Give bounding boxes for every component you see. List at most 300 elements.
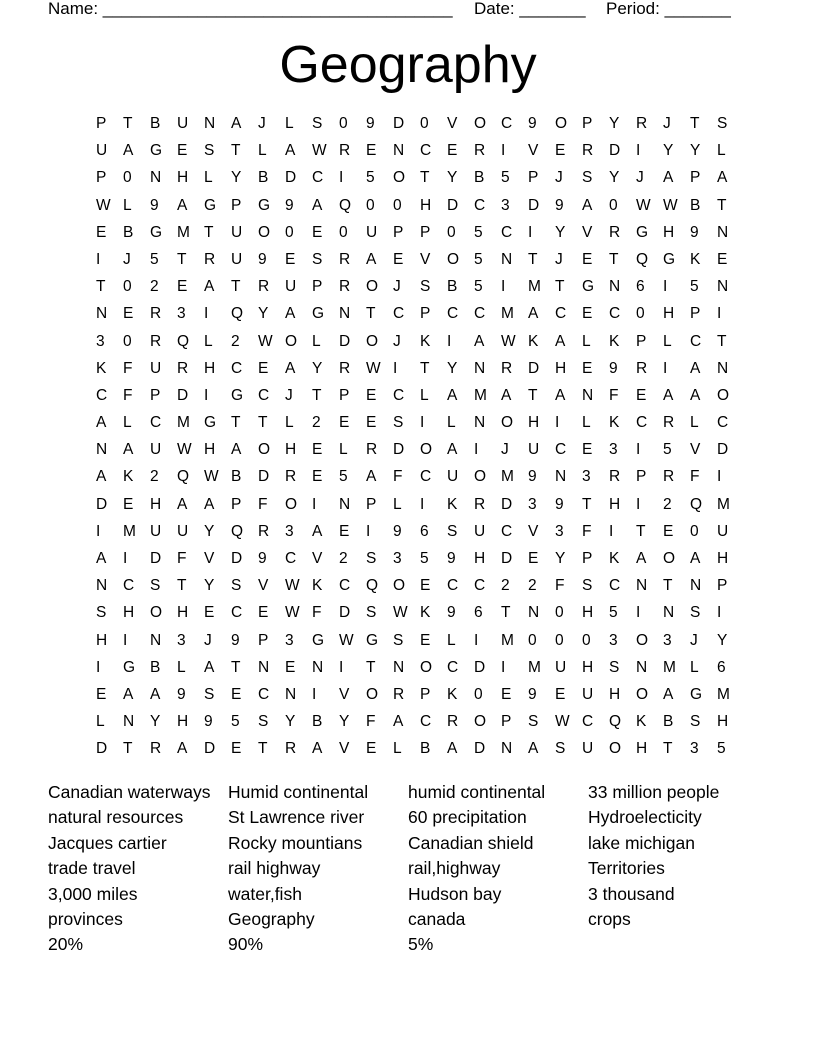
grid-letter: A (312, 522, 323, 540)
grid-letter: L (447, 631, 456, 649)
grid-letter: G (204, 196, 217, 214)
grid-letter: A (123, 685, 134, 703)
grid-letter: 2 (663, 495, 672, 513)
grid-letter: 6 (636, 278, 645, 296)
grid-letter: V (528, 142, 539, 160)
grid-letter: C (447, 658, 459, 676)
grid-letter: K (609, 550, 620, 567)
grid-letter: T (717, 196, 727, 214)
grid-letter: E (258, 604, 269, 622)
grid-letter: Y (447, 169, 458, 187)
grid-letter: T (123, 115, 133, 132)
grid-letter: C (636, 414, 648, 432)
grid-letter: K (96, 359, 107, 377)
grid-letter: O (420, 441, 433, 459)
grid-letter: J (663, 115, 671, 132)
grid-letter: Y (717, 631, 728, 649)
grid-letter: E (420, 631, 431, 649)
grid-letter: K (609, 414, 620, 432)
grid-letter: U (366, 223, 378, 241)
grid-letter: Q (366, 577, 379, 595)
grid-letter: R (285, 740, 297, 758)
grid-letter: D (501, 550, 513, 567)
grid-letter: I (636, 604, 641, 622)
grid-letter: N (501, 250, 513, 268)
grid-letter: M (663, 658, 676, 676)
grid-letter: L (717, 142, 726, 160)
grid-letter: G (123, 658, 136, 676)
date-field[interactable]: Date: _______ (474, 0, 586, 18)
grid-letter: L (393, 740, 402, 758)
grid-letter: E (663, 522, 674, 540)
grid-letter: L (177, 658, 186, 676)
grid-letter: C (285, 550, 297, 567)
grid-letter: A (231, 441, 242, 459)
grid-letter: C (393, 386, 405, 404)
grid-letter: T (204, 223, 214, 241)
grid-letter: W (501, 332, 516, 350)
grid-letter: D (231, 550, 243, 567)
grid-letter: S (717, 115, 728, 132)
grid-letter: 0 (123, 332, 132, 350)
grid-letter: H (609, 495, 621, 513)
grid-letter: A (204, 495, 215, 513)
grid-letter: V (528, 522, 539, 540)
grid-letter: B (123, 223, 134, 241)
grid-letter: G (636, 223, 649, 241)
grid-letter: O (393, 169, 406, 187)
grid-letter: T (420, 169, 430, 187)
grid-letter: A (177, 740, 188, 758)
grid-letter: C (123, 577, 135, 595)
grid-letter: V (690, 441, 701, 459)
grid-letter: C (96, 386, 108, 404)
grid-letter: I (501, 142, 506, 160)
grid-letter: 3 (582, 468, 591, 486)
grid-letter: I (609, 522, 614, 540)
grid-letter: R (636, 359, 648, 377)
grid-letter: 0 (636, 305, 645, 323)
grid-letter: W (285, 577, 300, 595)
grid-letter: U (96, 142, 108, 160)
word-bank-item: trade travel (48, 858, 136, 879)
grid-letter: T (96, 278, 106, 296)
grid-letter: Y (204, 577, 215, 595)
grid-letter: A (690, 550, 701, 567)
grid-letter: D (285, 169, 297, 187)
grid-letter: S (96, 604, 107, 622)
grid-letter: Y (150, 713, 161, 731)
grid-letter: W (285, 604, 300, 622)
grid-letter: G (204, 414, 217, 432)
grid-letter: T (663, 740, 673, 758)
grid-letter: I (528, 223, 533, 241)
grid-letter: O (366, 278, 379, 296)
grid-letter: T (609, 250, 619, 268)
grid-letter: P (150, 386, 161, 404)
grid-letter: C (393, 305, 405, 323)
word-bank-item: Canadian waterways (48, 782, 211, 802)
grid-letter: I (447, 332, 452, 350)
grid-letter: Y (447, 359, 458, 377)
grid-letter: L (285, 115, 294, 132)
grid-letter: 2 (150, 468, 159, 486)
grid-letter: D (339, 332, 351, 350)
grid-letter: R (150, 740, 162, 758)
grid-letter: Y (663, 142, 674, 160)
grid-letter: W (366, 359, 381, 377)
grid-letter: G (312, 631, 325, 649)
grid-letter: D (150, 550, 162, 567)
grid-letter: 0 (420, 115, 429, 132)
grid-letter: P (339, 386, 350, 404)
grid-letter: H (555, 359, 567, 377)
grid-letter: H (177, 713, 189, 731)
grid-letter: A (555, 386, 566, 404)
grid-letter: O (393, 577, 406, 595)
grid-letter: F (366, 713, 376, 731)
grid-letter: A (96, 550, 107, 567)
grid-letter: B (150, 115, 161, 132)
grid-letter: E (96, 223, 107, 241)
grid-letter: 9 (258, 550, 267, 567)
grid-letter: H (717, 550, 729, 567)
grid-letter: I (717, 305, 722, 323)
grid-letter: Q (231, 522, 244, 540)
grid-letter: J (636, 169, 644, 187)
word-bank-item: 20% (48, 934, 84, 955)
grid-letter: R (474, 142, 486, 160)
grid-letter: R (285, 468, 297, 486)
grid-letter: P (636, 332, 647, 350)
grid-letter: E (258, 359, 269, 377)
grid-letter: 6 (474, 604, 483, 622)
grid-letter: 5 (231, 713, 240, 731)
grid-letter: H (636, 740, 648, 758)
grid-letter: O (663, 550, 676, 567)
grid-letter: P (717, 577, 728, 595)
grid-letter: 9 (258, 250, 267, 268)
grid-letter: B (663, 713, 674, 731)
grid-letter: E (528, 550, 539, 567)
grid-letter: R (339, 359, 351, 377)
grid-letter: J (393, 278, 401, 296)
grid-letter: T (177, 250, 187, 268)
grid-letter: I (420, 414, 425, 432)
grid-letter: O (636, 631, 649, 649)
grid-letter: V (204, 550, 215, 567)
grid-letter: D (528, 359, 540, 377)
grid-letter: S (582, 577, 593, 595)
grid-letter: I (474, 441, 479, 459)
grid-letter: C (609, 577, 621, 595)
grid-letter: D (447, 196, 459, 214)
grid-letter: 9 (609, 359, 618, 377)
grid-letter: S (447, 522, 458, 540)
grid-letter: E (123, 305, 134, 323)
grid-letter: P (420, 305, 431, 323)
grid-letter: T (528, 386, 538, 404)
grid-letter: S (528, 713, 539, 731)
grid-letter: 3 (177, 631, 186, 649)
grid-letter: 3 (690, 740, 699, 758)
word-bank-item: Hydroelecticity (588, 807, 702, 828)
grid-letter: Y (555, 223, 566, 241)
grid-letter: F (609, 386, 619, 404)
grid-letter: T (528, 250, 538, 268)
grid-letter: D (474, 658, 486, 676)
grid-letter: P (96, 115, 107, 132)
grid-letter: E (366, 740, 377, 758)
grid-letter: A (366, 250, 377, 268)
grid-letter: N (474, 414, 486, 432)
word-search-grid (96, 115, 744, 768)
grid-letter: T (231, 414, 241, 432)
grid-letter: T (231, 278, 241, 296)
grid-letter: P (312, 278, 323, 296)
grid-letter: O (420, 658, 433, 676)
grid-letter: A (663, 169, 674, 187)
grid-letter: 5 (150, 250, 159, 268)
grid-letter: 0 (555, 631, 564, 649)
grid-letter: 9 (204, 713, 213, 731)
grid-letter: S (393, 631, 404, 649)
grid-letter: 9 (177, 685, 186, 703)
grid-letter: A (690, 359, 701, 377)
grid-letter: I (636, 495, 641, 513)
grid-letter: C (555, 441, 567, 459)
word-bank-item: St Lawrence river (228, 807, 365, 828)
grid-letter: 2 (150, 278, 159, 296)
grid-letter: M (717, 685, 730, 703)
grid-letter: E (231, 740, 242, 758)
grid-letter: A (717, 169, 728, 187)
grid-letter: E (312, 223, 323, 241)
grid-letter: 9 (690, 223, 699, 241)
grid-letter: B (150, 658, 161, 676)
grid-letter: B (447, 278, 458, 296)
grid-letter: 0 (528, 631, 537, 649)
grid-letter: V (312, 550, 323, 567)
grid-letter: G (312, 305, 325, 323)
grid-letter: R (474, 495, 486, 513)
grid-letter: L (663, 332, 672, 350)
grid-letter: C (420, 713, 432, 731)
grid-letter: 9 (150, 196, 159, 214)
grid-letter: J (555, 250, 563, 268)
grid-letter: S (366, 550, 377, 567)
grid-letter: M (501, 305, 514, 323)
word-bank-item: natural resources (48, 807, 184, 828)
grid-letter: 2 (312, 414, 321, 432)
grid-letter: V (582, 223, 593, 241)
grid-letter: D (177, 386, 189, 404)
grid-letter: A (393, 713, 404, 731)
grid-letter: I (96, 250, 101, 268)
grid-letter: R (366, 441, 378, 459)
grid-letter: E (285, 658, 296, 676)
period-field[interactable]: Period: _______ (606, 0, 731, 18)
grid-letter: P (393, 223, 404, 241)
grid-letter: C (447, 305, 459, 323)
grid-letter: C (258, 386, 270, 404)
grid-letter: P (528, 169, 539, 187)
word-bank-item: Geography (228, 909, 315, 930)
grid-letter: Q (690, 495, 703, 513)
grid-letter: M (528, 658, 541, 676)
grid-letter: A (312, 196, 323, 214)
grid-letter: P (96, 169, 107, 187)
grid-letter: 0 (366, 196, 375, 214)
grid-letter: R (204, 250, 216, 268)
grid-letter: Y (231, 169, 242, 187)
grid-letter: O (285, 495, 298, 513)
grid-letter: I (636, 441, 641, 459)
grid-letter: 5 (501, 169, 510, 187)
name-field[interactable]: Name: _____________________________________ (48, 0, 453, 18)
grid-letter: H (717, 713, 729, 731)
grid-letter: G (231, 386, 244, 404)
grid-letter: A (123, 142, 134, 160)
grid-letter: C (339, 577, 351, 595)
grid-letter: H (285, 441, 297, 459)
grid-letter: B (312, 713, 323, 731)
word-bank-item: Jacques cartier (48, 832, 167, 853)
grid-letter: A (285, 305, 296, 323)
grid-letter: 3 (528, 495, 537, 513)
grid-letter: E (501, 685, 512, 703)
grid-letter: 9 (393, 522, 402, 540)
grid-letter: N (204, 115, 216, 132)
grid-letter: R (582, 142, 594, 160)
grid-letter: D (528, 196, 540, 214)
grid-letter: C (555, 305, 567, 323)
grid-letter: T (177, 577, 187, 595)
grid-letter: R (150, 305, 162, 323)
grid-letter: E (123, 495, 134, 513)
grid-letter: K (447, 685, 458, 703)
word-bank-item: Humid continental (228, 782, 369, 802)
grid-letter: S (150, 577, 161, 595)
grid-letter: 5 (474, 278, 483, 296)
grid-letter: U (231, 223, 243, 241)
grid-letter: 3 (555, 522, 564, 540)
grid-letter: A (474, 332, 485, 350)
grid-letter: P (690, 169, 701, 187)
grid-letter: F (123, 386, 133, 404)
grid-letter: R (258, 278, 270, 296)
grid-letter: N (636, 577, 648, 595)
grid-letter: L (96, 713, 105, 731)
grid-letter: Y (312, 359, 323, 377)
word-bank-item: Territories (588, 858, 665, 879)
grid-letter: T (258, 414, 268, 432)
grid-letter: L (204, 332, 213, 350)
grid-letter: A (555, 332, 566, 350)
grid-letter: U (447, 468, 459, 486)
grid-letter: H (123, 604, 135, 622)
word-bank-column (588, 780, 768, 932)
grid-letter: P (366, 495, 377, 513)
grid-letter: C (420, 142, 432, 160)
grid-letter: 0 (555, 604, 564, 622)
grid-letter: 3 (177, 305, 186, 323)
word-bank (48, 780, 768, 960)
grid-letter: P (636, 468, 647, 486)
grid-letter: S (690, 604, 701, 622)
grid-letter: K (312, 577, 323, 595)
grid-letter: O (474, 468, 487, 486)
grid-letter: N (150, 169, 162, 187)
grid-letter: C (447, 577, 459, 595)
grid-letter: R (609, 223, 621, 241)
grid-letter: 0 (447, 223, 456, 241)
grid-letter: U (231, 250, 243, 268)
grid-letter: A (312, 740, 323, 758)
grid-letter: E (555, 685, 566, 703)
grid-letter: U (555, 658, 567, 676)
grid-letter: 5 (474, 223, 483, 241)
grid-letter: E (366, 414, 377, 432)
word-bank-item: provinces (48, 909, 123, 930)
grid-letter: E (177, 278, 188, 296)
grid-letter: A (204, 658, 215, 676)
grid-letter: I (717, 604, 722, 622)
grid-letter: 2 (501, 577, 510, 595)
grid-letter: C (150, 414, 162, 432)
grid-letter: T (231, 658, 241, 676)
word-bank-item: rail highway (228, 858, 321, 879)
grid-letter: E (231, 685, 242, 703)
grid-letter: 0 (339, 115, 348, 132)
grid-letter: C (501, 522, 513, 540)
grid-letter: T (366, 305, 376, 323)
grid-letter: 9 (285, 196, 294, 214)
word-bank-item: rail,highway (408, 858, 501, 879)
grid-letter: L (204, 169, 213, 187)
grid-letter: W (636, 196, 651, 214)
grid-letter: S (204, 685, 215, 703)
grid-letter: A (366, 468, 377, 486)
grid-letter: S (582, 169, 593, 187)
grid-letter: R (339, 250, 351, 268)
word-bank-item: water,fish (228, 883, 302, 904)
word-bank-item: 3 thousand (588, 883, 675, 904)
grid-letter: M (474, 386, 487, 404)
grid-letter: V (447, 115, 458, 132)
grid-letter: Y (609, 115, 620, 132)
grid-letter: P (231, 495, 242, 513)
grid-letter: Q (177, 332, 190, 350)
grid-letter: U (150, 522, 162, 540)
grid-letter: I (717, 468, 722, 486)
grid-letter: Q (231, 305, 244, 323)
grid-letter: J (393, 332, 401, 350)
grid-letter: N (582, 386, 594, 404)
grid-letter: F (690, 468, 700, 486)
grid-letter: N (717, 278, 729, 296)
grid-letter: K (690, 250, 701, 268)
grid-letter: P (420, 685, 431, 703)
grid-letter: F (555, 577, 565, 595)
grid-letter: N (393, 142, 405, 160)
grid-letter: J (501, 441, 509, 459)
word-bank-column (408, 780, 588, 958)
grid-letter: D (393, 441, 405, 459)
grid-letter: N (501, 740, 513, 758)
grid-letter: H (609, 685, 621, 703)
grid-letter: R (663, 414, 675, 432)
